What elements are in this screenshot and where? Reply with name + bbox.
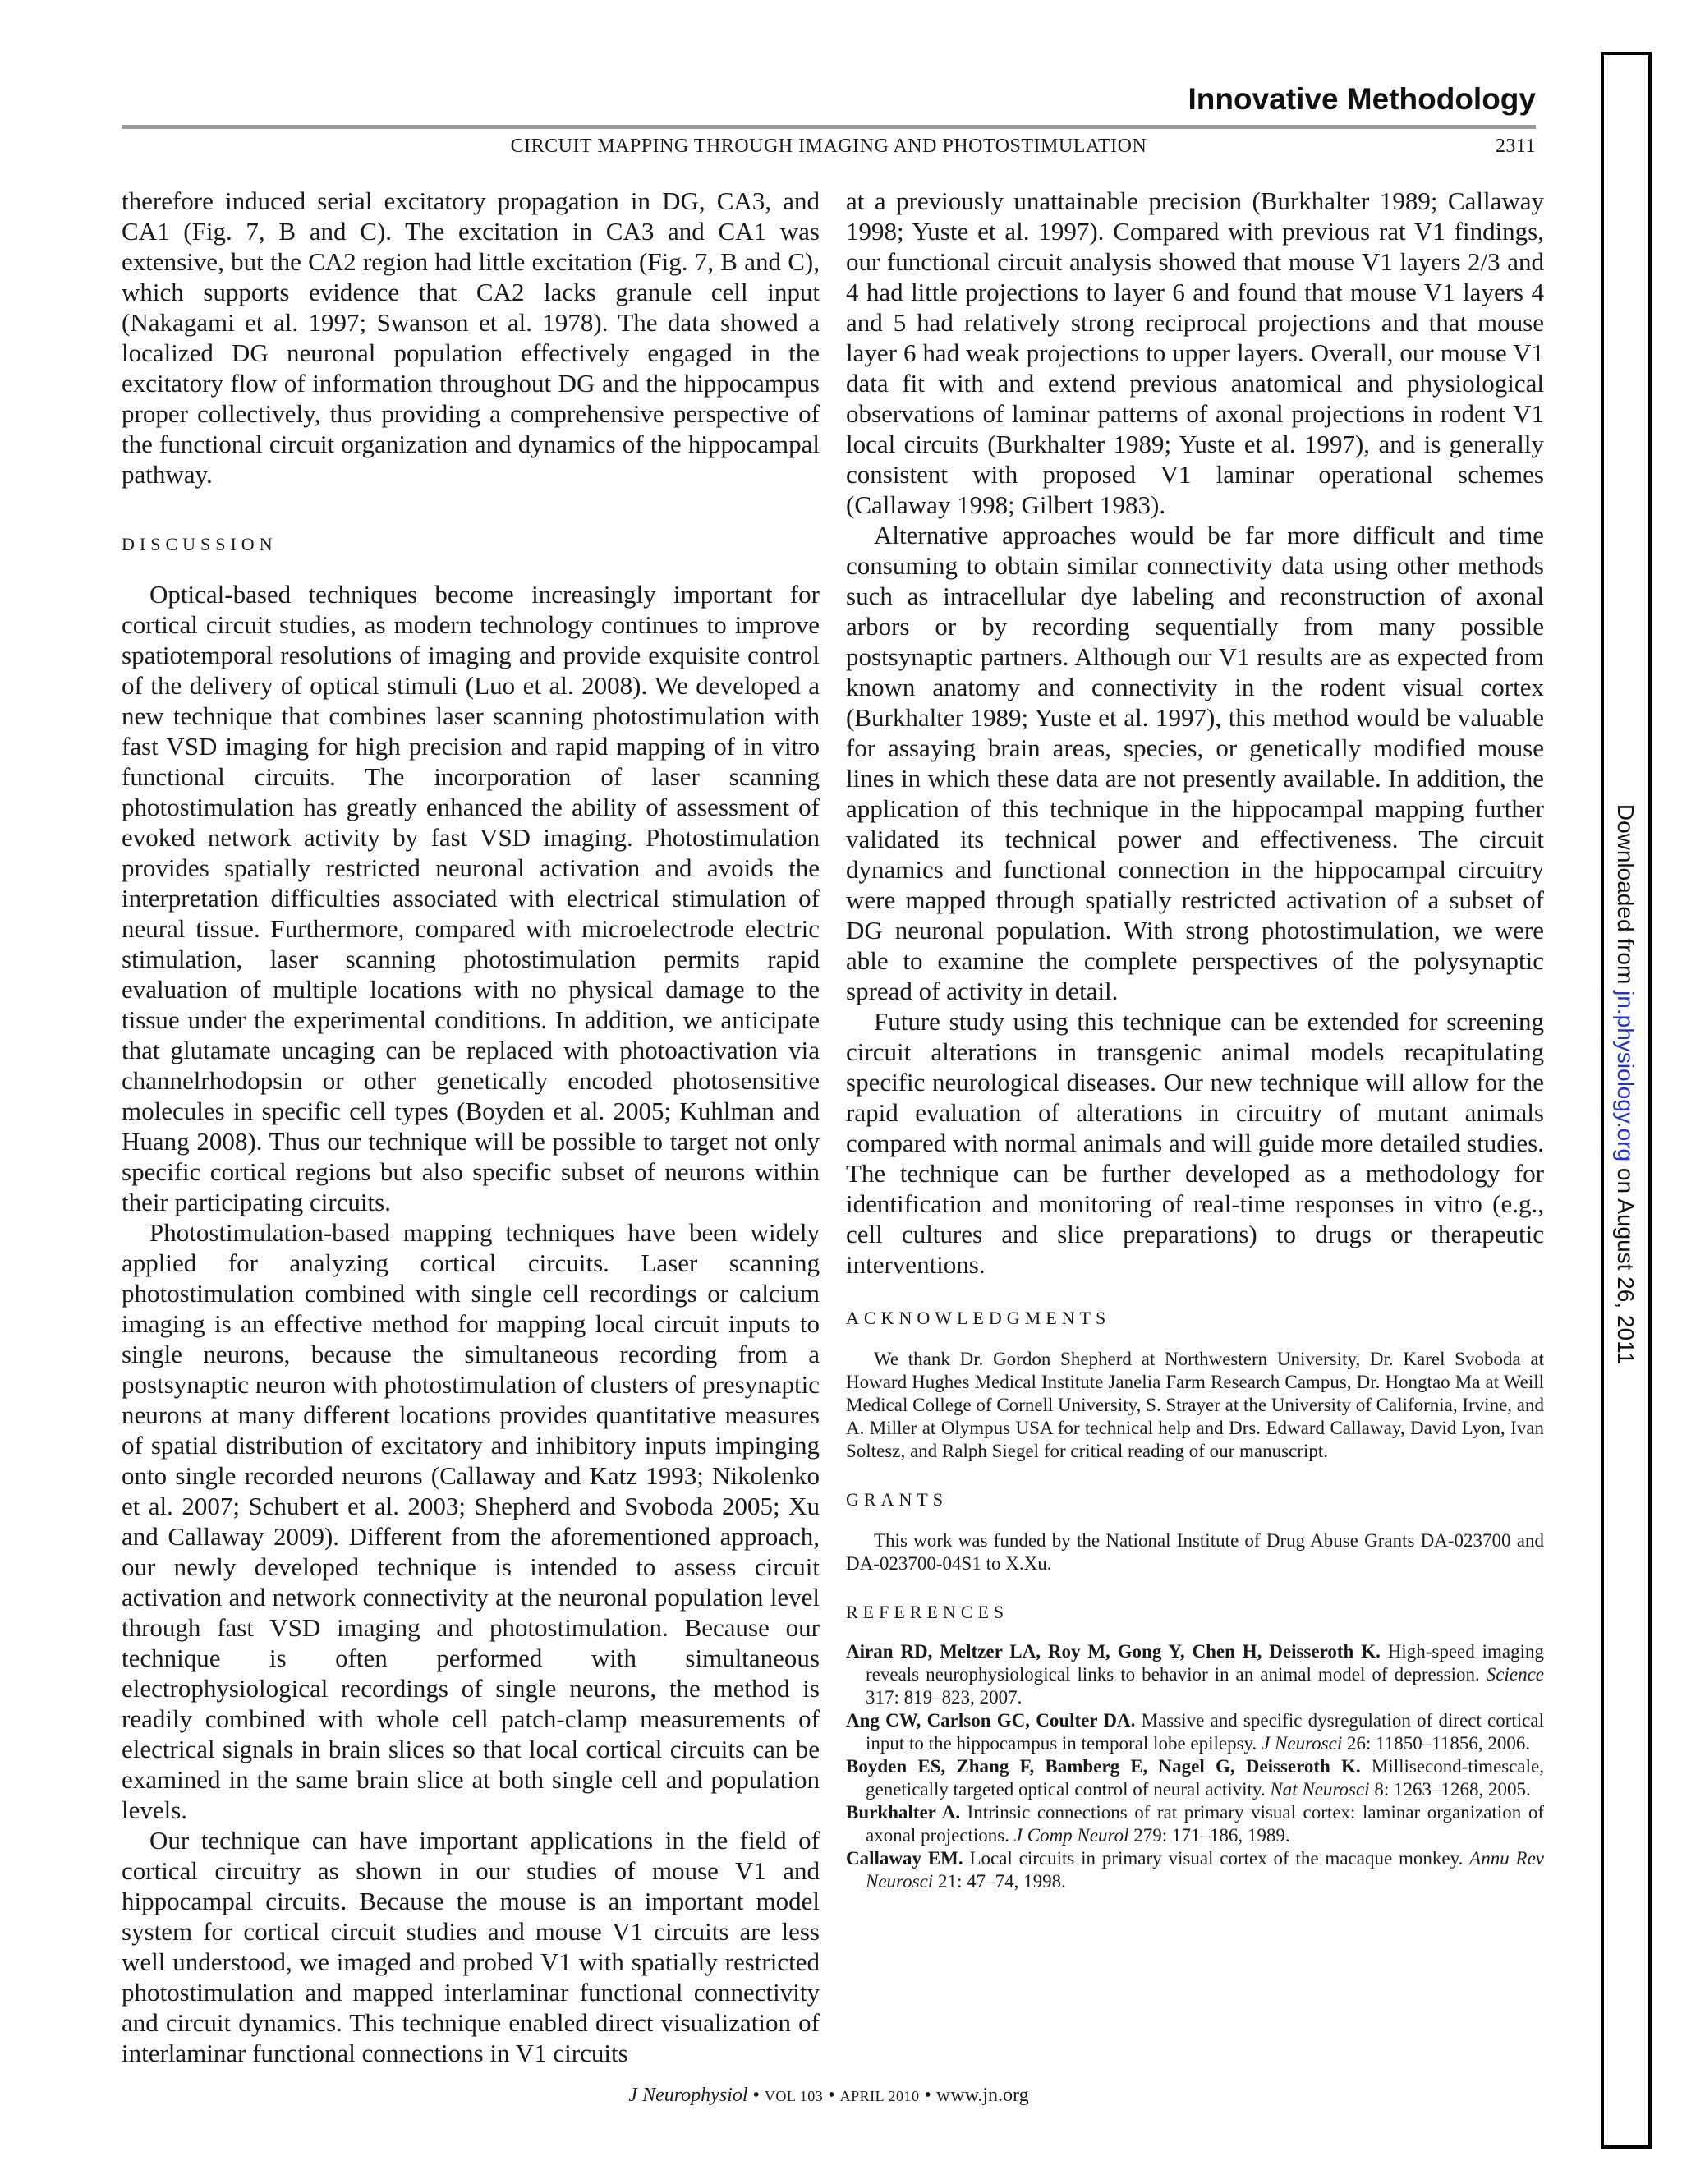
running-title: CIRCUIT MAPPING THROUGH IMAGING AND PHOTOSTIMULATION <box>510 136 1147 157</box>
grants-text: This work was funded by the National Institute of Drug Abuse Grants DA-023700 and DA-023700-04S1 to X.Xu. <box>846 1530 1544 1574</box>
continued-paragraph: at a previously unattainable precision (Burkhalter 1989; Callaway 1998; Yuste et al. 1997). Compared with previous rat V1 findings, our functional circuit analysis showed that mouse V1 layers 2/3 and 4 had little projections to layer 6 and found that mouse V1 layers 4 and 5 had relatively strong reciprocal projections and that mouse layer 6 had weak projections to upper layers. Overall, our mouse V1 data fit with and extend previous anatomical and physiological observations of laminar patterns of axonal projections in rodent V1 local circuits (Burkhalter 1989; Yuste et al. 1997), and is generally consistent with proposed V1 laminar operational schemes (Callaway 1998; Gilbert 1983). <box>846 186 1544 519</box>
reference-list <box>846 1640 1544 1893</box>
reference-item <box>846 1847 1544 1893</box>
alternatives-paragraph: Alternative approaches would be far more difficult and time consuming to obtain similar connectivity data using other methods such as intracellular dye labeling and reconstruction of axonal arbors or by recording sequentially from many possible postsynaptic partners. Although our V1 results are as expected from known anatomy and connectivity in the rodent visual cortex (Burkhalter 1989; Yuste et al. 1997), this method would be valuable for assaying brain areas, species, or genetically modified mouse lines in which these data are not presently available. In addition, the application of this technique in the hippocampal mapping further validated its technical power and effectiveness. The circuit dynamics and functional connection in the hippocampal circuitry were mapped through spatially restricted activation of a subset of DG neuronal population. With strong photostimulation, we were able to examine the complete perspectives of the polysynaptic spread of activity in detail. <box>846 521 1544 1005</box>
reference-journal: J Comp Neurol <box>1013 1825 1129 1846</box>
page-footer: J Neurophysiol • VOL 103 • APRIL 2010 • www.jn.org <box>628 2085 1029 2106</box>
reference-title: Local circuits in primary visual cortex of the macaque monkey. <box>963 1848 1470 1869</box>
footer-journal: J Neurophysiol <box>628 2085 748 2106</box>
discussion-paragraph-1: Optical-based techniques become increasingly important for cortical circuit studies, as modern technology continues to improve spatiotemporal resolutions of imaging and provide exquisite control of the delivery of optical stimuli (Luo et al. 2008). We developed a new technique that combines laser scanning photostimulation with fast VSD imaging for high precision and rapid mapping of in vitro functional circuits. The incorporation of laser scanning photostimulation has greatly enhanced the ability of assessment of evoked network activity by fast VSD imaging. Photostimulation provides spatially restricted neuronal activation and avoids the interpretation difficulties associated with electrical stimulation of neural tissue. Furthermore, compared with microelectrode electric stimulation, laser scanning photostimulation permits rapid evaluation of multiple locations with no physical damage to the tissue under the experimental conditions. In addition, we anticipate that glutamate uncaging can be replaced with photoactivation via channelrhodopsin or other genetically encoded photosensitive molecules in specific cell types (Boyden et al. 2005; Kuhlman and Huang 2008). Thus our technique will be possible to target not only specific cortical regions but also specific subset of neurons within their participating circuits. <box>122 580 820 1216</box>
footer-site-link[interactable]: www.jn.org <box>935 2085 1029 2106</box>
reference-authors: Callaway EM. <box>846 1848 963 1869</box>
reference-authors: Ang CW, Carlson GC, Coulter DA. <box>846 1710 1136 1731</box>
reference-title: Intrinsic connections of rat primary visual cortex: laminar organization of axonal projections. <box>866 1802 1544 1846</box>
section-banner: Innovative Methodology <box>1188 82 1536 116</box>
acknowledgments-heading: ACKNOWLEDGMENTS <box>846 1308 1111 1328</box>
page-number: 2311 <box>1495 136 1536 157</box>
future-paragraph: Future study using this technique can be extended for screening circuit alterations in transgenic animal models recapitulating specific neurological diseases. Our new technique will allow for the rapid evaluation of alterations in circuitry of mutant animals compared with normal animals and will guide more detailed studies. The technique can be further developed as a methodology for identification and monitoring of real-time responses in vitro (e.g., cell cultures and slice preparations) to drugs or therapeutic interventions. <box>846 1007 1544 1279</box>
reference-item <box>846 1640 1544 1709</box>
reference-item <box>846 1755 1544 1801</box>
reference-title: Massive and specific dysregulation of direct cortical input to the hippocampus in temporal lobe epilepsy. <box>866 1710 1544 1754</box>
discussion-heading: DISCUSSION <box>122 534 278 554</box>
reference-authors: Burkhalter A. <box>846 1802 961 1823</box>
acknowledgments-text: We thank Dr. Gordon Shepherd at Northwestern University, Dr. Karel Svoboda at Howard Hughes Medical Institute Janelia Farm Research Campus, Dr. Hongtao Ma at Weill Medical College of Cornell University, S. Strayer at the University of California, Irvine, and A. Miller at Olympus USA for technical help and Drs. Edward Callaway, David Lyon, Ivan Soltesz, and Ralph Siegel for critical reading of our manuscript. <box>846 1349 1544 1461</box>
reference-authors: Boyden ES, Zhang F, Bamberg E, Nagel G, Deisseroth K. <box>846 1756 1361 1777</box>
reference-citation: 317: 819–823, 2007. <box>866 1687 1023 1708</box>
reference-journal: J Neurosci <box>1262 1733 1343 1754</box>
running-head <box>122 136 1536 165</box>
reference-item <box>846 1801 1544 1847</box>
footer-date: APRIL 2010 <box>839 2088 920 2104</box>
reference-citation: 26: 11850–11856, 2006. <box>1342 1733 1531 1754</box>
reference-journal: Nat Neurosci <box>1270 1779 1370 1800</box>
references-heading: REFERENCES <box>846 1602 1009 1622</box>
reference-citation: 279: 171–186, 1989. <box>1128 1825 1290 1846</box>
right-column <box>846 186 1544 1893</box>
reference-journal: Annu Rev Neurosci <box>866 1848 1544 1892</box>
reference-title: Millisecond-timescale, genetically targeted optical control of neural activity. <box>866 1756 1544 1800</box>
reference-citation: 8: 1263–1268, 2005. <box>1369 1779 1531 1800</box>
grants-heading: GRANTS <box>846 1489 949 1510</box>
footer-volume: VOL 103 <box>764 2088 824 2104</box>
reference-item <box>846 1709 1544 1755</box>
reference-journal: Science <box>1486 1664 1544 1685</box>
reference-title: High-speed imaging reveals neurophysiological links to behavior in an animal model of depression. <box>866 1641 1544 1685</box>
discussion-paragraph-3: Our technique can have important applications in the field of cortical circuitry as shown in our studies of mouse V1 and hippocampal circuits. Because the mouse is an important model system for cortical circuit studies and mouse V1 circuits are less well understood, we imaged and probed V1 with spatially restricted photostimulation and mapped interlaminar functional connectivity and circuit dynamics. This technique enabled direct visualization of interlaminar functional connections in V1 circuits <box>122 1826 820 2067</box>
discussion-paragraph-2: Photostimulation-based mapping techniques have been widely applied for analyzing cortical circuits. Laser scanning photostimulation combined with single cell recordings or calcium imaging is an effective method for mapping local circuit inputs to single neurons, because the simultaneous recording from a postsynaptic neuron with photostimulation of clusters of presynaptic neurons at many different locations provides quantitative measures of spatial distribution of excitatory and inhibitory inputs impinging onto single recorded neurons (Callaway and Katz 1993; Nikolenko et al. 2007; Schubert et al. 2003; Shepherd and Svoboda 2005; Xu and Callaway 2009). Different from the aforementioned approach, our newly developed technique is intended to assess circuit activation and network connectivity at the neuronal population level through fast VSD imaging and photostimulation. Because our technique is often performed with simultaneous electrophysiological recordings of single neurons, the method is readily combined with whole cell patch-clamp measurements of electrical signals in brain slices so that local cortical circuits can be examined in the same brain slice at both single cell and population levels. <box>122 1218 820 1824</box>
download-source-link[interactable]: jn.physiology.org <box>1613 991 1638 1162</box>
intro-paragraph: therefore induced serial excitatory propagation in DG, CA3, and CA1 (Fig. 7, B and C). The excitation in CA3 and CA1 was extensive, but the CA2 region had little excitation (Fig. 7, B and C), which supports evidence that CA2 lacks granule cell input (Nakagami et al. 1997; Swanson et al. 1978). The data showed a localized DG neuronal population effectively engaged in the excitatory flow of information throughout DG and the hippocampus proper collectively, thus providing a comprehensive perspective of the functional circuit organization and dynamics of the hippocampal pathway. <box>122 186 820 489</box>
banner-divider <box>122 125 1536 129</box>
reference-authors: Airan RD, Meltzer LA, Roy M, Gong Y, Chen H, Deisseroth K. <box>846 1641 1381 1662</box>
download-stamp-text: Downloaded from jn.physiology.org on August 26, 2011 <box>1613 803 1638 1365</box>
reference-citation: 21: 47–74, 1998. <box>933 1871 1066 1892</box>
left-column <box>122 186 820 2068</box>
